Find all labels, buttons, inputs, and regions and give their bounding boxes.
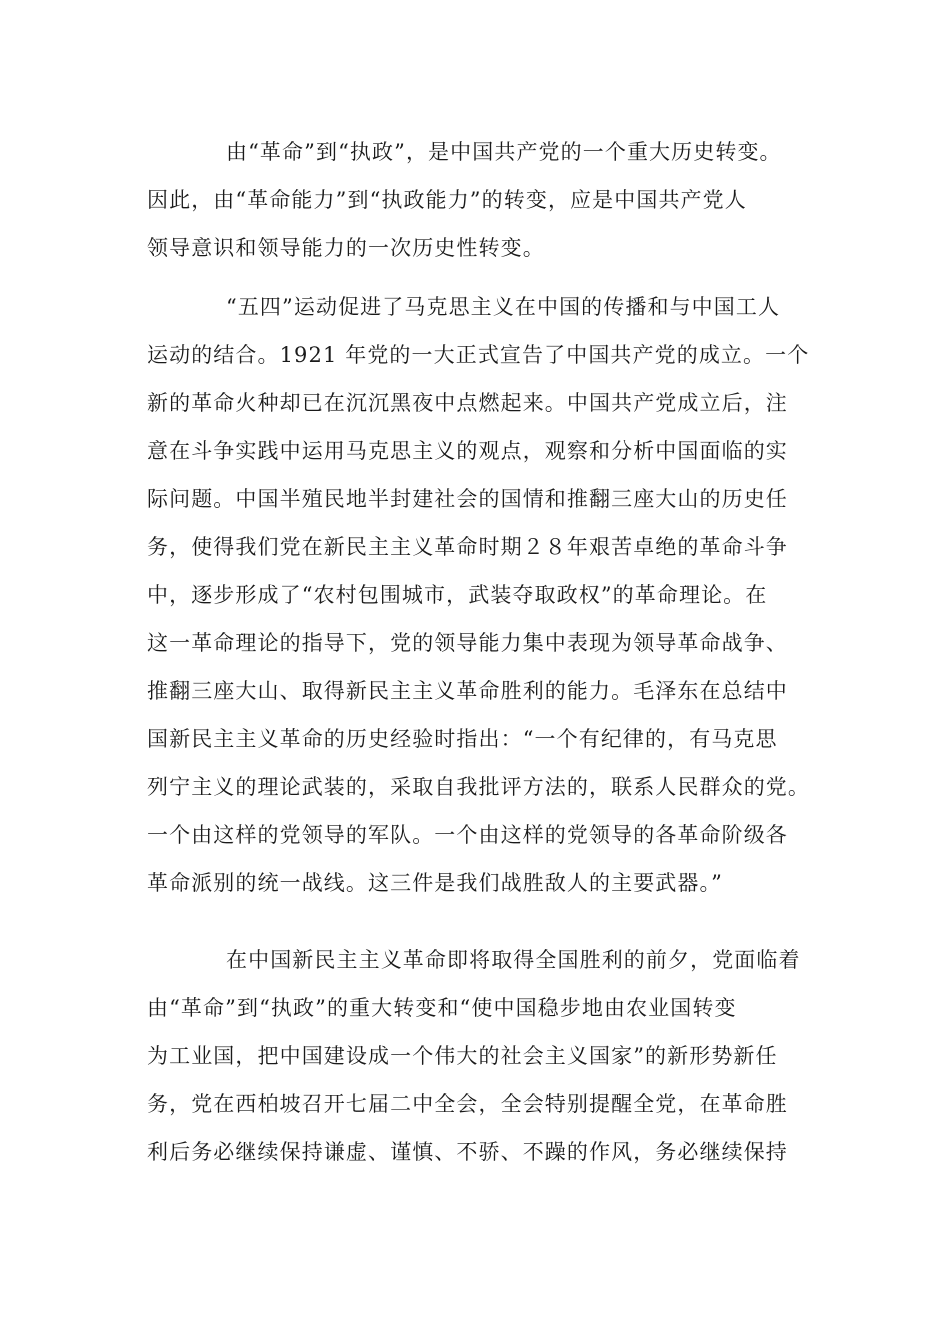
paragraph-3-line-1: 在中国新民主主义革命即将取得全国胜利的前夕，党面临着 (226, 948, 801, 972)
paragraph-1-line-3: 领导意识和领导能力的一次历史性转变。 (147, 236, 545, 260)
paragraph-1-line-1: 由“革命”到“执政”，是中国共产党的一个重大历史转变。 (226, 140, 782, 164)
paragraph-3-line-3: 为工业国，把中国建设成一个伟大的社会主义国家”的新形势新任 (147, 1044, 778, 1068)
paragraph-3-line-5: 利后务必继续保持谦虚、谨慎、不骄、不躁的作风，务必继续保持 (147, 1140, 788, 1164)
paragraph-3-line-2: 由“革命”到“执政”的重大转变和“使中国稳步地由农业国转变 (147, 996, 737, 1020)
paragraph-2-line-4: 意在斗争实践中运用马克思主义的观点，观察和分析中国面临的实 (147, 439, 788, 463)
paragraph-2-line-6: 务，使得我们党在新民主主义革命时期２８年艰苦卓绝的革命斗争 (147, 535, 788, 559)
paragraph-2-line-5: 际问题。中国半殖民地半封建社会的国情和推翻三座大山的历史任 (147, 487, 788, 511)
paragraph-2-line-11: 列宁主义的理论武装的，采取自我批评方法的，联系人民群众的党。 (147, 775, 810, 799)
paragraph-2-line-8: 这一革命理论的指导下，党的领导能力集中表现为领导革命战争、 (147, 631, 788, 655)
paragraph-2-line-2: 运动的结合。1921 年党的一大正式宣告了中国共产党的成立。一个 (147, 343, 810, 367)
paragraph-2-line-13: 革命派别的统一战线。这三件是我们战胜敌人的主要武器。” (147, 871, 723, 895)
paragraph-2-line-10: 国新民主主义革命的历史经验时指出：“一个有纪律的，有马克思 (147, 727, 778, 751)
paragraph-2-line-12: 一个由这样的党领导的军队。一个由这样的党领导的各革命阶级各 (147, 823, 788, 847)
paragraph-2-line-9: 推翻三座大山、取得新民主主义革命胜利的能力。毛泽东在总结中 (147, 679, 788, 703)
paragraph-2-line-7: 中，逐步形成了“农村包围城市，武装夺取政权”的革命理论。在 (147, 583, 768, 607)
paragraph-2-line-1: “五四”运动促进了马克思主义在中国的传播和与中国工人 (226, 295, 781, 319)
paragraph-3-line-4: 务，党在西柏坡召开七届二中全会，全会特别提醒全党，在革命胜 (147, 1092, 788, 1116)
paragraph-1-line-2: 因此，由“革命能力”到“执政能力”的转变，应是中国共产党人 (147, 188, 747, 212)
paragraph-2-line-3: 新的革命火种却已在沉沉黑夜中点燃起来。中国共产党成立后，注 (147, 391, 788, 415)
